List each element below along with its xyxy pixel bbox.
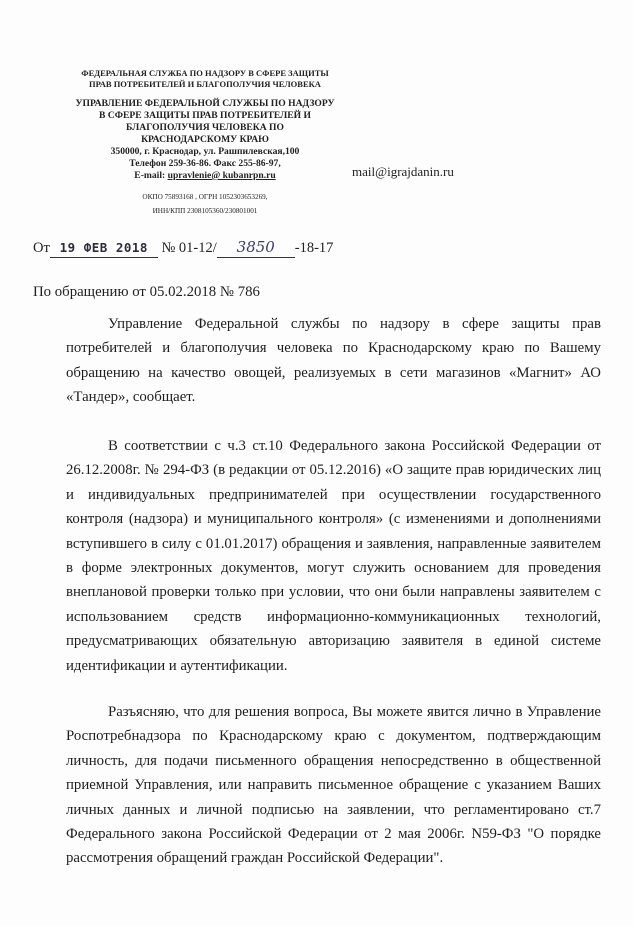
body-paragraph-2: В соответствии с ч.3 ст.10 Федерального закона Российской Федерации от 26.12.2008г. № 294-ФЗ (в редакции от 05.12.2016) «О защите прав юридических лиц и индивидуальных предпринимателей при осуществлении государственного контроля (надзора) и муниципального контроля» (с изменениями и дополнениями вступившего в силу с 01.01.2017) обращения и заявления, направленные заявителем в форме электронных документов, могут служить основанием для проведения внеплановой проверки только при условии, что они были направлены заявителем с использованием средств информационно-коммуникационных технологий, предусматривающих обязательную авторизацию заявителя в единой системе идентификации и аутентификации.	[66, 438, 601, 674]
agency-line-2: ПРАВ ПОТРЕБИТЕЛЕЙ И БЛАГОПОЛУЧИЯ ЧЕЛОВЕКА	[89, 79, 321, 89]
body-paragraph-1: Управление Федеральной службы по надзору в сфере защиты прав потребителей и благополучия человека по Краснодарскому краю по Вашему обращению на качество овощей, реализуемых в сети магазинов «Магнит» АО «Тандер», сообщает.	[66, 316, 601, 406]
codes-inn-kpp: ИНН/КПП 2308105360/230801001	[152, 207, 258, 215]
recipient-email[interactable]: mail@igrajdanin.ru	[352, 164, 454, 179]
agency-line-1: ФЕДЕРАЛЬНАЯ СЛУЖБА ПО НАДЗОРУ В СФЕРЕ ЗАЩИТЫ	[81, 68, 329, 78]
from-label: От	[33, 240, 50, 256]
number-prefix: № 01-12/	[161, 240, 217, 256]
email-label: E-mail:	[134, 170, 168, 181]
reference-line	[33, 238, 333, 258]
dept-line-3: БЛАГОПОЛУЧИЯ ЧЕЛОВЕКА ПО	[126, 122, 284, 133]
sender-contacts	[50, 146, 360, 182]
body-paragraph-3: Разъясняю, что для решения вопроса, Вы можете явится лично в Управление Роспотребнадзора по Краснодарскому краю с документом, подтверждающим личность, для подачи письменного обращения непосредственно в общественной приемной Управления, или направить письменное обращение с указанием Ваших личных данных и личной подписью на заявлении, что регламентировано ст.7 Федерального закона Российской Федерации от 2 мая 2006г. N59-ФЗ "О порядке рассмотрения обращений граждан Российской Федерации".	[66, 704, 601, 867]
appeal-reference: По обращению от 05.02.2018 № 786	[33, 284, 260, 300]
date-stamp: 19 ФЕВ 2018	[59, 240, 148, 255]
sender-address: 350000, г. Краснодар, ул. Рашпилевская,100	[110, 146, 300, 157]
sender-email-line	[50, 170, 360, 182]
dept-line-4: КРАСНОДАРСКОМУ КРАЮ	[141, 134, 269, 145]
dept-line-1: УПРАВЛЕНИЕ ФЕДЕРАЛЬНОЙ СЛУЖБЫ ПО НАДЗОРУ	[75, 98, 335, 109]
handwritten-number: 3850	[236, 238, 275, 256]
agency-header	[40, 68, 370, 90]
number-suffix: -18-17	[294, 240, 334, 256]
sender-phone: Телефон 259-36-86. Факс 255-86-97,	[129, 158, 281, 169]
codes-okpo-ogrn: ОКПО 75893168 , ОГРН 1052303653269,	[142, 193, 268, 201]
sender-email[interactable]: upravlenie@ kubanrpn.ru	[167, 170, 276, 181]
sender-codes	[50, 192, 360, 216]
dept-line-2: В СФЕРЕ ЗАЩИТЫ ПРАВ ПОТРЕБИТЕЛЕЙ И	[99, 110, 311, 121]
department-header	[40, 98, 370, 146]
